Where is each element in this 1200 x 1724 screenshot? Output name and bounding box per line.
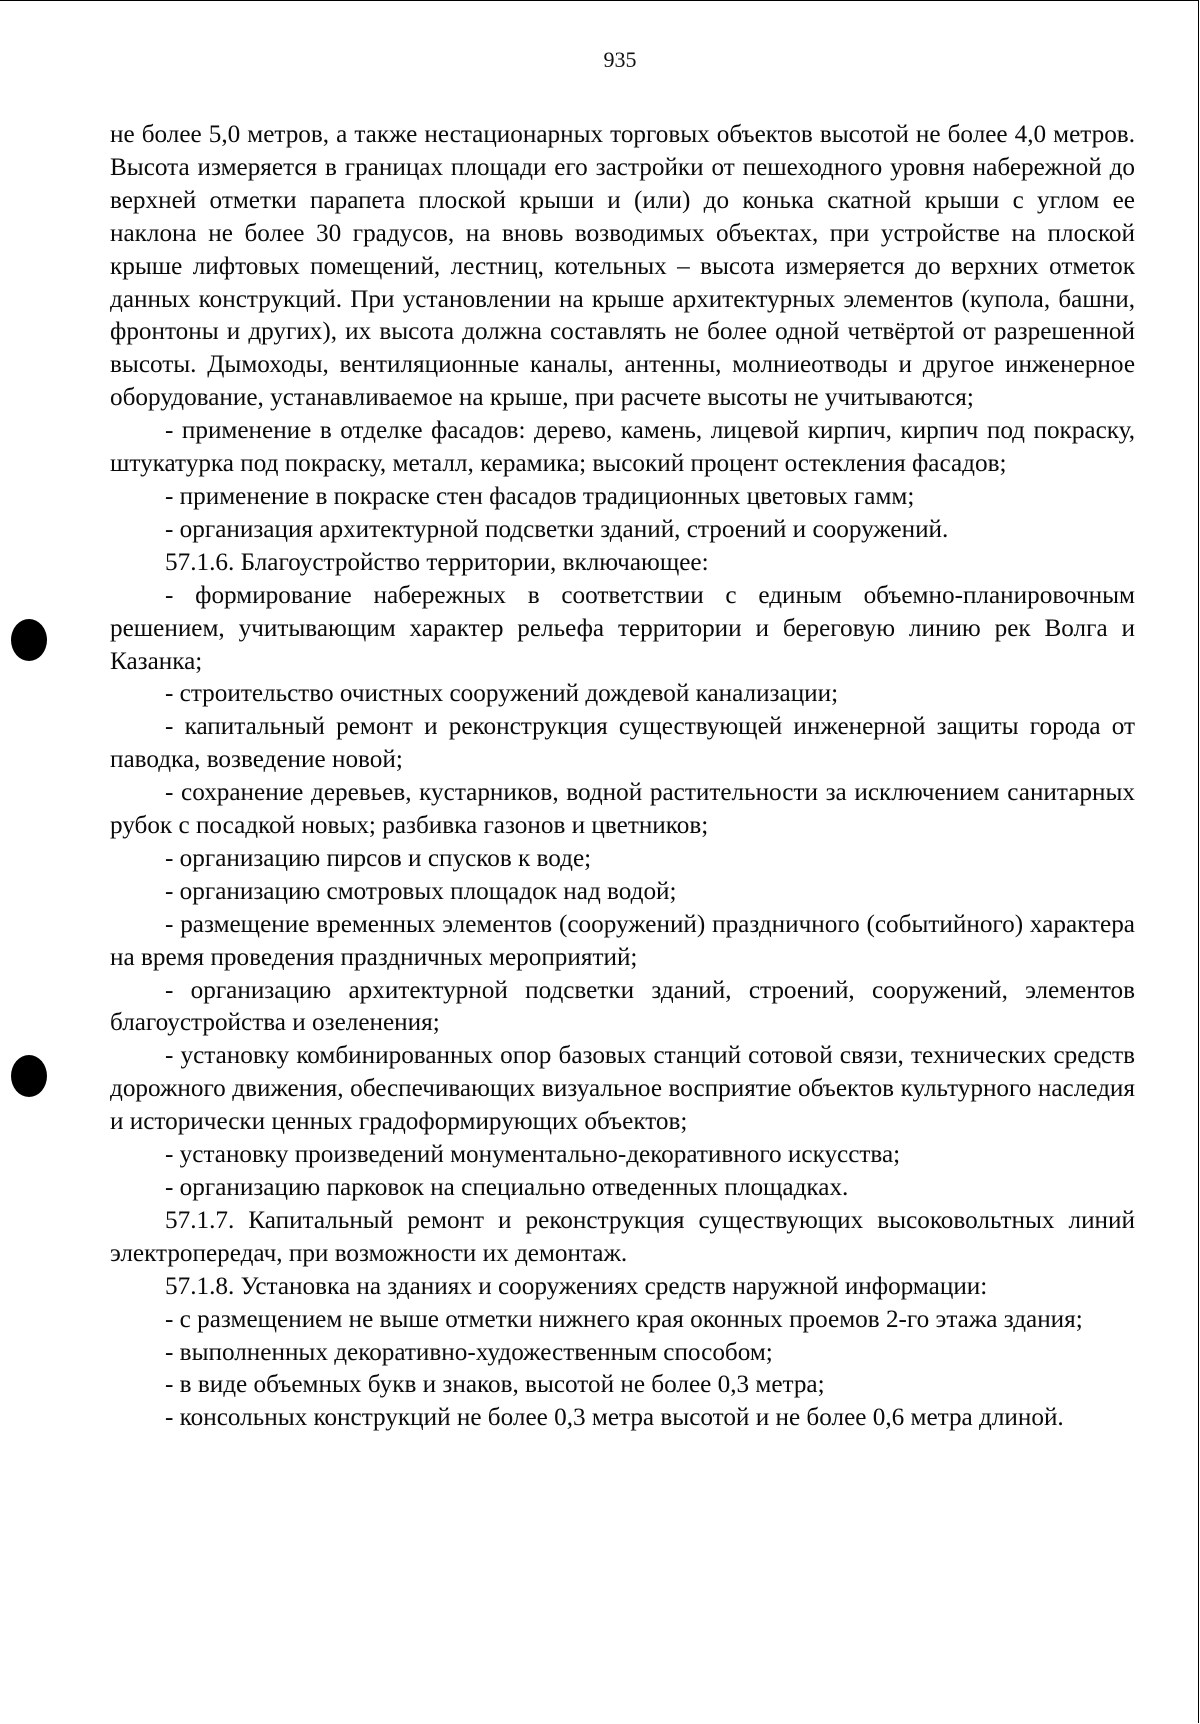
paragraph: - сохранение деревьев, кустарников, водной растительности за исключением санитарных рубок с посадкой новых; разбивка газонов и цветников; — [110, 779, 1135, 840]
paragraph: - в виде объемных букв и знаков, высотой не более 0,3 метра; — [165, 1371, 825, 1399]
section-heading: 57.1.8. Установка на зданиях и сооружениях средств наружной информации: — [165, 1272, 988, 1300]
paragraph: - организацию смотровых площадок над водой; — [165, 877, 677, 905]
paragraph: - установку произведений монументально-декоративного искусства; — [165, 1141, 901, 1169]
paragraph: - организацию пирсов и спусков к воде; — [165, 844, 592, 872]
document-body — [110, 119, 1135, 1435]
paragraph: - размещение временных элементов (сооружений) праздничного (событийного) характера на время проведения праздничных мероприятий; — [110, 910, 1135, 971]
paragraph: - формирование набережных в соответствии с единым объемно-планировочным решением, учитывающим характер рельефа территории и береговую линию рек Волга и Казанка; — [110, 581, 1135, 675]
section-heading: 57.1.6. Благоустройство территории, включающее: — [165, 548, 709, 576]
paragraph: - выполненных декоративно-художественным способом; — [165, 1338, 773, 1366]
punch-hole-mark — [11, 619, 47, 661]
paragraph: не более 5,0 метров, а также нестационарных торговых объектов высотой не более 4,0 метров. Высота измеряется в границах площади его застройки от пешеходного уровня набережной до верхней отметки парапета плоской крыши и (или) до конька скатной крыши с углом ее наклона не более 30 градусов, на вновь возводимых объектах, при устройстве на плоской крыше лифтовых помещений, лестниц, котельных – высота измеряется до верхних отметок данных конструкций. При установлении на крыше архитектурных элементов (купола, башни, фронтоны и других), их высота должна составлять не более одной четвёртой от разрешенной высоты. Дымоходы, вентиляционные каналы, антенны, молниеотводы и другое инженерное оборудование, устанавливаемое на крыше, при расчете высоты не учитываются; — [110, 121, 1135, 412]
paragraph: - капитальный ремонт и реконструкция существующей инженерной защиты города от паводка, возведение новой; — [110, 713, 1135, 774]
paragraph: - с размещением не выше отметки нижнего края оконных проемов 2-го этажа здания; — [165, 1305, 1083, 1333]
paragraph: - организация архитектурной подсветки зданий, строений и сооружений. — [165, 515, 949, 543]
paragraph: - консольных конструкций не более 0,3 метра высотой и не более 0,6 метра длиной. — [165, 1404, 1064, 1432]
paragraph: - строительство очистных сооружений дождевой канализации; — [165, 680, 839, 708]
paragraph: - применение в отделке фасадов: дерево, камень, лицевой кирпич, кирпич под покраску, штукатурка под покраску, металл, керамика; высокий процент остекления фасадов; — [110, 417, 1135, 478]
page-number: 935 — [603, 47, 637, 72]
paragraph: - организацию парковок на специально отведенных площадках. — [165, 1174, 849, 1201]
paragraph: - применение в покраске стен фасадов традиционных цветовых гамм; — [165, 482, 915, 510]
paragraph: - организацию архитектурной подсветки зданий, строений, сооружений, элементов благоустройства и озеленения; — [110, 976, 1135, 1037]
section-heading: 57.1.7. Капитальный ремонт и реконструкция существующих высоковольтных линий электропередач, при возможности их демонтаж. — [110, 1206, 1135, 1267]
paragraph: - установку комбинированных опор базовых станций сотовой связи, технических средств дорожного движения, обеспечивающих визуальное восприятие объектов культурного наследия и исторически ценных градоформирующих объектов; — [110, 1042, 1135, 1136]
punch-hole-mark — [11, 1055, 47, 1097]
